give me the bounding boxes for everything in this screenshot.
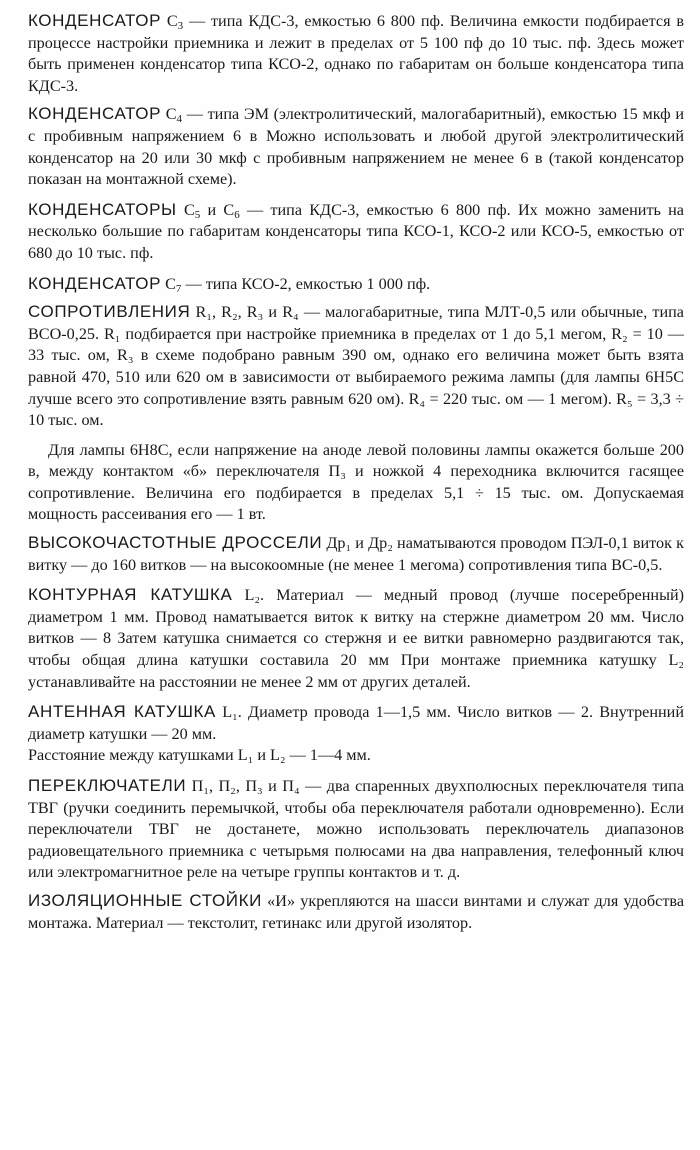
text-switches: П₁, П₂, П₃ и П₄ — два спаренных двухполюсных переключателя типа ТВГ (ручки соединить перемычкой, чтобы оба переключателя работали одновременно). Если переключатели ТВГ не достанете, можно использовать переключатель диапазонов радиовещательного приемника с четырьмя полюсами на два направления, телефонный ключ или электромагнитное реле на четыре группы контактов и т. д. <box>28 777 684 882</box>
symbol-c7: $C_7$ <box>165 274 182 295</box>
heading-antenna-coil: АНТЕННАЯ КАТУШКА <box>28 702 216 722</box>
heading-capacitor-c3: КОНДЕНСАТОР <box>28 11 162 30</box>
paragraph-capacitor-c3 <box>28 10 684 97</box>
paragraph-capacitor-c7 <box>28 273 684 296</box>
text-loop-coil: L₂. Материал — медный провод (лучше посеребренный) диаметром 1 мм. Провод наматывается виток к витку на стержне диаметром 20 мм. Число витков — 8 Затем катушка снимается со стержня и ее витки равномерно раздвигаются так, чтобы общая длина катушки составила 20 мм При монтаже приемника катушку L₂ устанавливайте на расстоянии не менее 2 мм от других деталей. <box>28 586 684 691</box>
text-insulating-posts: «И» укрепляются на шасси винтами и служат для удобства монтажа. Материал — текстолит, гетинакс или другой изолятор. <box>28 891 685 932</box>
heading-capacitors-c5-c6: КОНДЕНСАТОРЫ <box>28 199 177 219</box>
text-lamp-6n8s: Для лампы 6Н8С, если напряжение на аноде левой половины лампы окажется больше 200 в, между контактом «б» переключателя П₃ и ножкой 4 переходника включится гасящее сопротивление. Величина его подбирается в пределах 5,1 ÷ 15 тыс. ом. Допускаемая мощность рассеивания его — 1 вт. <box>28 440 684 524</box>
symbol-c3: $C_3$ <box>166 12 184 32</box>
heading-insulating-posts: ИЗОЛЯЦИОННЫЕ СТОЙКИ <box>28 890 262 910</box>
text-rf-chokes: Др₁ и Др₂ наматываются проводом ПЭЛ-0,1 виток к витку — до 160 витков — на высокоомные (не менее 1 мегома) сопротивления типа ВС-0,5. <box>28 534 685 574</box>
paragraph-insulating-posts <box>28 890 684 934</box>
text-resistors: R₁, R₂, R₃ и R₄ — малогабаритные, типа МЛТ-0,5 или обычные, типа ВСО-0,25. R₁ подбирается при настройке приемника в пределах от 1 до 5,1 мегом, R₂ = 10 — 33 тыс. ом, R₃ в схеме подобрано равным 390 ом, однако его величина может быть взята равной 470, 510 или 620 ом в зависимости от выбираемого режима лампы (для лампы 6Н5С лучше всего это сопротивление взять равным 620 ом). R₄ = 220 тыс. ом — 1 мегом). R₅ = 3,3 ÷ 10 тыс. ом. <box>28 303 684 430</box>
heading-loop-coil: КОНТУРНАЯ КАТУШКА <box>28 585 233 605</box>
paragraph-capacitor-c4 <box>28 103 684 190</box>
text-capacitor-c3: — типа КДС-3, емкостью 6 800 пф. Величина емкости подбирается в процессе настройки приемника и лежит в пределах от 5 100 пф до 10 тыс. пф. Здесь может быть применен конденсатор типа КСО-2, однако по габаритам он больше конденсатора типа КДС-3. <box>28 12 684 95</box>
text-capacitors-c5-c6: — типа КДС-3, емкостью 6 800 пф. Их можно заменить на несколько большие по габаритам конденсаторы типа КСО-1, КСО-2 или КСО-5, емкостью от 680 до 10 тыс. пф. <box>28 200 684 262</box>
symbol-c4: $C_4$ <box>165 105 183 126</box>
text-capacitor-c7: — типа КСО-2, емкостью 1 000 пф. <box>181 274 431 293</box>
paragraph-resistors <box>28 301 684 432</box>
heading-capacitor-c4: КОНДЕНСАТОР <box>28 104 162 124</box>
paragraph-switches <box>28 775 684 884</box>
symbol-c6: $C_6$ <box>223 200 240 221</box>
heading-switches: ПЕРЕКЛЮЧАТЕЛИ <box>28 776 187 795</box>
text-antenna-coil: L₁. Диаметр провода 1—1,5 мм. Число витков — 2. Внутренний диаметр катушки — 20 мм. <box>28 703 684 743</box>
paragraph-coil-distance <box>28 745 684 767</box>
paragraph-lamp-6n8s <box>28 440 684 526</box>
heading-resistors: СОПРОТИВЛЕНИЯ <box>28 302 191 322</box>
symbol-c5: $C_5$ <box>183 200 201 221</box>
paragraph-loop-coil <box>28 584 684 693</box>
heading-rf-chokes: ВЫСОКОЧАСТОТНЫЕ ДРОССЕЛИ <box>28 533 323 553</box>
text-coil-distance: Расстояние между катушками L₁ и L₂ — 1—4 мм. <box>28 746 371 765</box>
paragraph-rf-chokes <box>28 532 684 576</box>
heading-capacitor-c7: КОНДЕНСАТОР <box>28 273 162 293</box>
text-capacitor-c4: — типа ЭМ (электролитический, малогабаритный), емкостью 15 мкф и с пробивным напряжением 6 в Можно использовать и любой другой электролитический конденсатор на 20 или 30 мкф с пробивным напряжением не менее 6 в (такой конденсатор показан на монтажной схеме). <box>28 105 684 189</box>
paragraph-antenna-coil <box>28 701 684 745</box>
paragraph-capacitors-c5-c6: КОНДЕНСАТОРЫ $C_5$ и $C_6$ — типа КДС-3, емкостью 6 800 пф. Их можно заменить на несколько большие по габаритам конденсаторы типа КСО-1, КСО-2 или КСО-5, емкостью от 680 до 10 тыс. пф. <box>28 199 684 262</box>
